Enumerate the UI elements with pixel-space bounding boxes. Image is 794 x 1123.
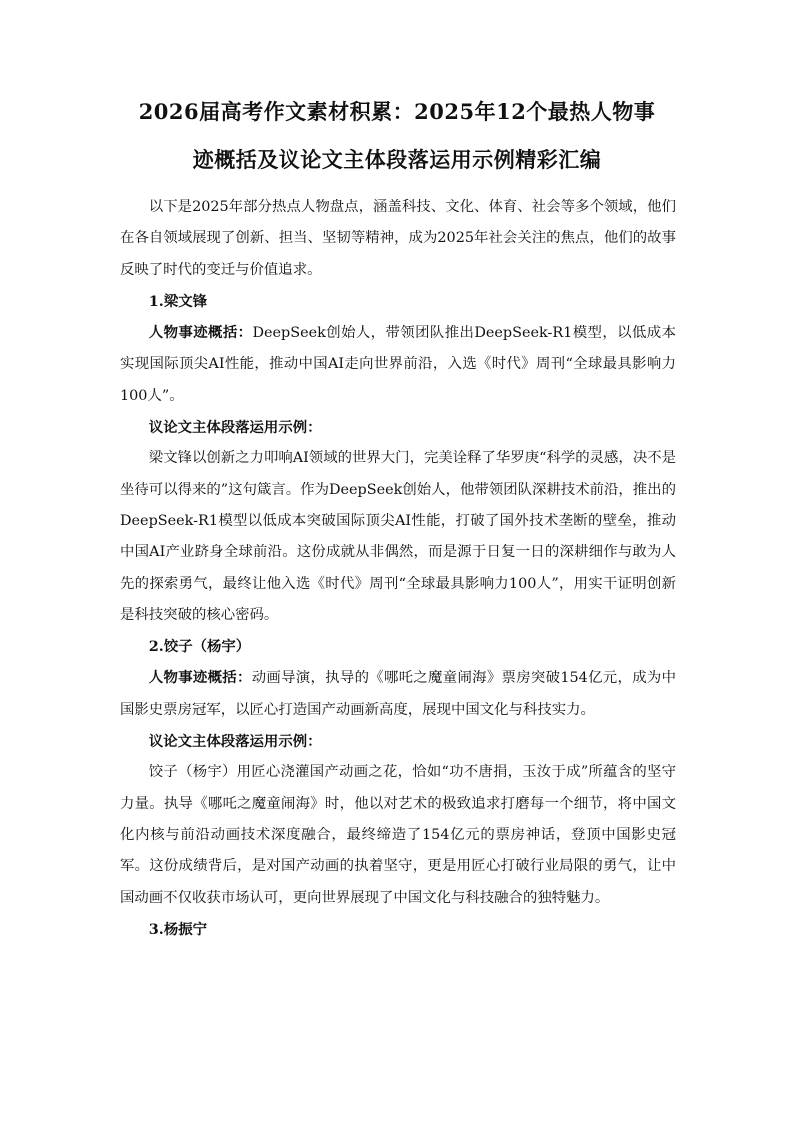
example-label-2: 议论文主体段落运用示例： [148,733,322,751]
document-body [120,192,676,945]
person-heading-3: 3.杨振宁 [148,920,207,938]
document-title-line-1: 2026届高考作文素材积累：2025年12个最热人物事 [138,99,656,124]
document-title-line-2: 迹概括及议论文主体段落运用示例精彩汇编 [192,147,602,172]
person-summary-1 [120,317,676,412]
person-heading-1: 1.梁文锋 [148,292,207,310]
summary-label-2: 人物事迹概括： [148,669,252,687]
summary-text-1: DeepSeek创始人，带领团队推出DeepSeek-R1模型，以低成本实现国际顶尖AI性能，推动中国AI走向世界前沿，入选《时代》周刊“全球最具影响力100人”。 [120,325,676,404]
example-paragraph-1: 梁文锋以创新之力叩响AI领域的世界大门，完美诠释了华罗庚“科学的灵感，决不是坐待可以得来的”这句箴言。作为DeepSeek创始人，他带领团队深耕技术前沿，推出的DeepSeek-R1模型以低成本突破国际顶尖AI性能，打破了国外技术垄断的壁垒，推动中国AI产业跻身全球前沿。这份成就从非偶然，而是源于日复一日的深耕细作与敢为人先的探索勇气，最终让他入选《时代》周刊“全球最具影响力100人”，用实干证明创新是科技突破的核心密码。 [120,450,676,623]
person-heading-2: 2.饺子（杨宇） [148,638,251,656]
example-paragraph-2: 饺子（杨宇）用匠心浇灌国产动画之花，恰如“功不唐捐，玉汝于成”所蕴含的坚守力量。执导《哪吒之魔童闹海》时，他以对艺术的极致追求打磨每一个细节，将中国文化内核与前沿动画技术深度融合，最终缔造了154亿元的票房神话，登顶中国影史冠军。这份成绩背后，是对国产动画的执着坚守，更是用匠心打破行业局限的勇气，让中国动画不仅收获市场认可，更向世界展现了中国文化与科技融合的独特魅力。 [120,764,676,906]
summary-text-2: 动画导演，执导的《哪吒之魔童闹海》票房突破154亿元，成为中国影史票房冠军，以匠心打造国产动画新高度，展现中国文化与科技实力。 [120,670,676,718]
example-label-1: 议论文主体段落运用示例： [148,419,322,437]
intro-paragraph: 以下是2025年部分热点人物盘点，涵盖科技、文化、体育、社会等多个领域，他们在各自领域展现了创新、担当、坚韧等精神，成为2025年社会关注的焦点，他们的故事反映了时代的变迁与价值追求。 [120,199,676,278]
summary-label-1: 人物事迹概括： [148,324,253,342]
person-summary-2 [120,662,676,726]
